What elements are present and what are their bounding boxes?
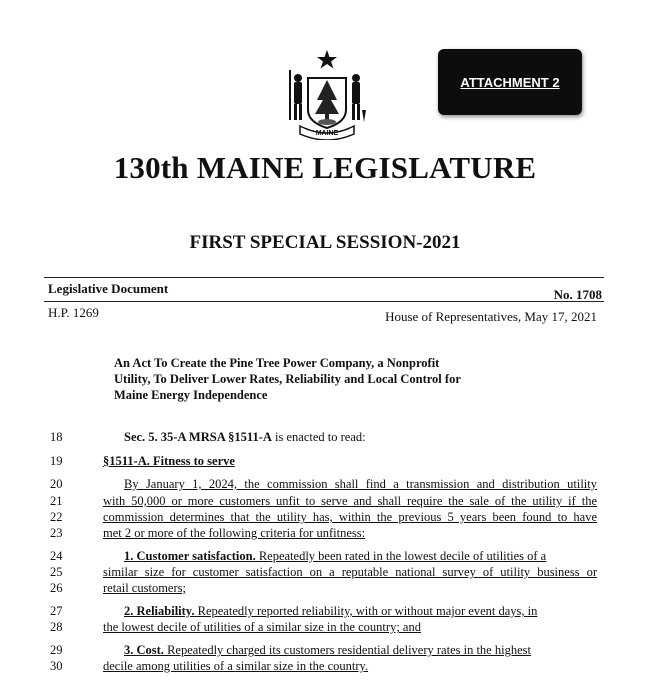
section-enacting-text: is enacted to read: bbox=[271, 430, 366, 444]
body-line: commission determines that the utility has, within the previous 5 years been found to have bbox=[103, 510, 597, 524]
seal-farmer-figure bbox=[289, 70, 302, 120]
chamber-date: House of Representatives, May 17, 2021 bbox=[385, 309, 597, 324]
section-reference: Sec. 5. 35-A MRSA §1511-A bbox=[124, 430, 272, 444]
criterion-text: Repeatedly reported reliability, with or without major event days, in bbox=[194, 604, 538, 618]
line-number: 18 bbox=[50, 430, 63, 444]
criterion-line bbox=[124, 644, 597, 657]
body-line: with 50,000 or more customers unfit to serve and shall require the sale of the utility if the bbox=[103, 494, 597, 508]
criterion-text: Repeatedly charged its customers residential delivery rates in the highest bbox=[163, 643, 531, 657]
criterion-line bbox=[124, 605, 597, 618]
legislature-heading: 130th MAINE LEGISLATURE bbox=[113, 150, 537, 185]
line-number: 19 bbox=[50, 454, 63, 468]
top-rule bbox=[44, 277, 604, 278]
doc-type: Legislative Document bbox=[48, 281, 169, 296]
line-number: 26 bbox=[50, 581, 63, 595]
line-number: 21 bbox=[50, 494, 63, 508]
line-number: 23 bbox=[50, 526, 63, 540]
section-heading-line bbox=[124, 431, 618, 444]
line-number: 25 bbox=[50, 565, 63, 579]
seal-banner-text: MAINE bbox=[315, 130, 339, 137]
line-number: 30 bbox=[50, 659, 63, 673]
criterion-heading: 3. Cost. bbox=[124, 643, 164, 657]
line-number: 29 bbox=[50, 643, 63, 657]
line-number: 27 bbox=[50, 604, 63, 618]
hp-number: H.P. 1269 bbox=[48, 305, 99, 320]
criterion-text: Repeatedly been rated in the lowest decile of utilities of a bbox=[255, 549, 547, 563]
criterion-heading: 1. Customer satisfaction. bbox=[124, 549, 256, 563]
line-number: 24 bbox=[50, 549, 63, 563]
maine-state-seal bbox=[286, 48, 368, 140]
body-line: similar size for customer satisfaction on a reputable national survey of utility business or bbox=[103, 565, 597, 579]
act-title-line: Maine Energy Independence bbox=[114, 388, 268, 402]
line-number: 20 bbox=[50, 477, 63, 491]
act-title-line: An Act To Create the Pine Tree Power Company, a Nonprofit bbox=[114, 356, 440, 370]
middle-rule bbox=[44, 301, 604, 302]
doc-number: No. 1708 bbox=[553, 287, 602, 302]
seal-star bbox=[317, 50, 337, 69]
act-title-line: Utility, To Deliver Lower Rates, Reliability and Local Control for bbox=[114, 372, 461, 386]
attachment-label: ATTACHMENT 2 bbox=[460, 74, 560, 90]
attachment-badge bbox=[438, 49, 582, 115]
seal-seaman-figure bbox=[352, 74, 366, 122]
line-number: 22 bbox=[50, 510, 63, 524]
session-heading: FIRST SPECIAL SESSION-2021 bbox=[189, 232, 461, 253]
body-line: retail customers; bbox=[103, 581, 186, 595]
body-line: met 2 or more of the following criteria for unfitness: bbox=[103, 526, 366, 540]
act-title bbox=[114, 355, 534, 403]
line-number: 28 bbox=[50, 620, 63, 634]
body-line: decile among utilities of a similar size in the country. bbox=[103, 659, 369, 673]
criterion-heading: 2. Reliability. bbox=[124, 604, 195, 618]
section-title: §1511-A. Fitness to serve bbox=[103, 454, 235, 468]
body-line: the lowest decile of utilities of a similar size in the country; and bbox=[103, 620, 421, 634]
criterion-line bbox=[124, 550, 597, 563]
body-line: By January 1, 2024, the commission shall find a transmission and distribution utility bbox=[124, 477, 597, 491]
